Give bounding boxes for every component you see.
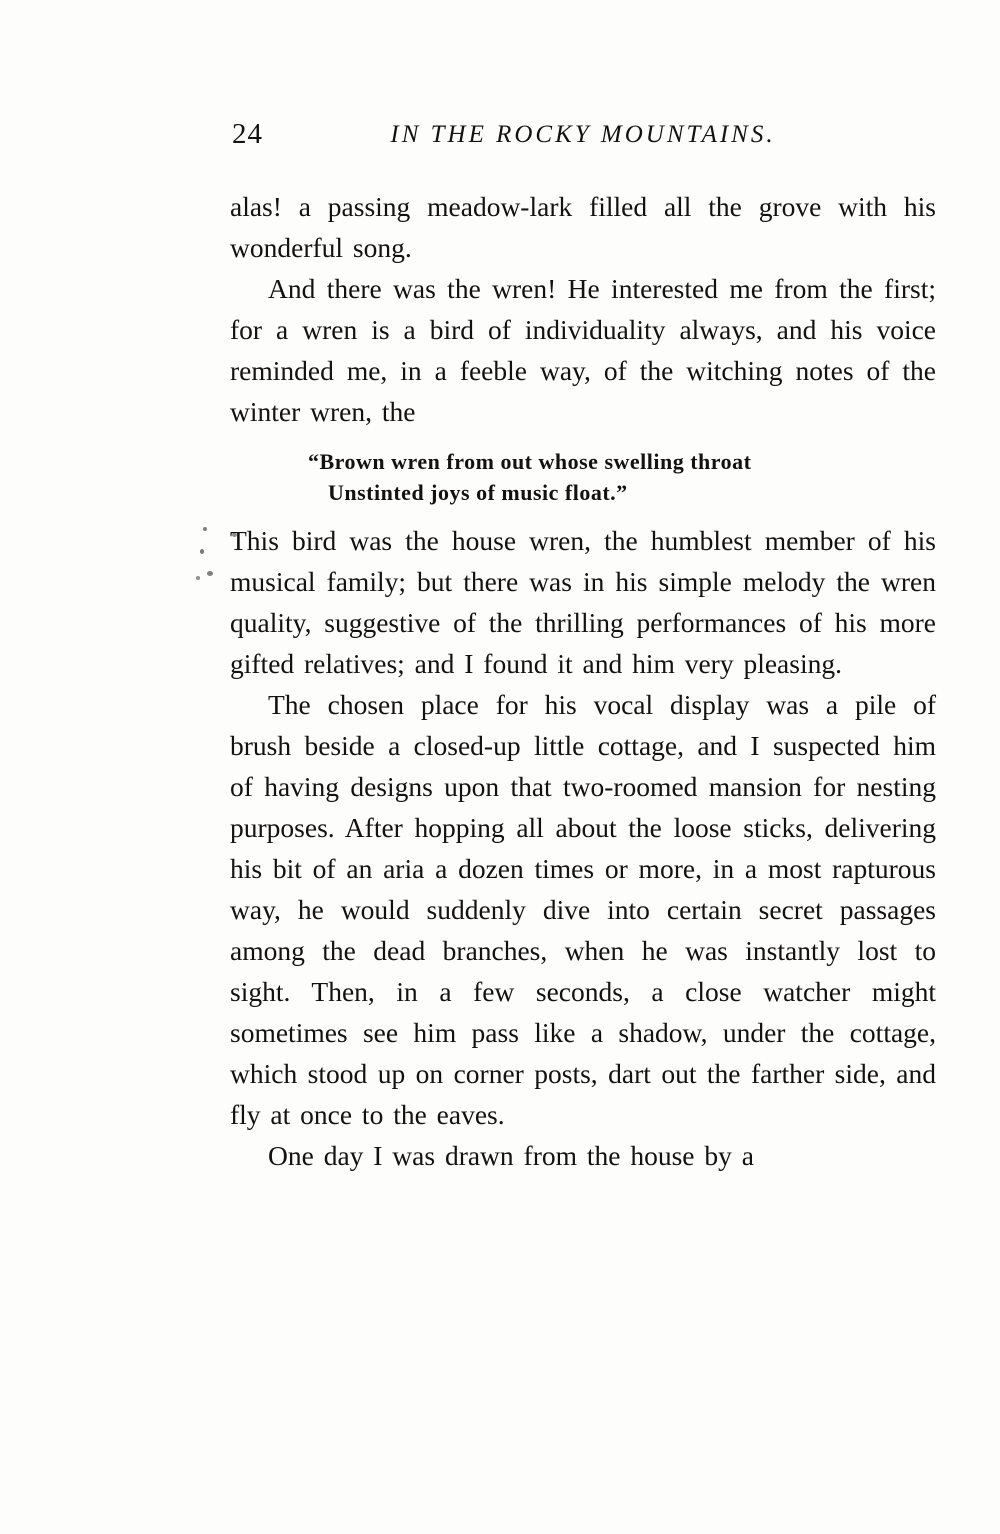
verse-quote-line-2: Unstinted joys of music float.” [328, 480, 628, 505]
ink-speck [200, 549, 204, 554]
running-title: IN THE ROCKY MOUNTAINS. [390, 121, 776, 148]
body-text [230, 186, 936, 1176]
ink-speck [203, 527, 207, 531]
page-number: 24 [232, 118, 263, 150]
paragraph-4: The chosen place for his vocal display was a pile of brush beside a closed-up little cottage, and I suspected him of having designs upon that two-roomed mansion for nesting purposes. After hopping all about the loose sticks, delivering his bit of an aria a dozen times or more, in a most rapturous way, he would suddenly dive into certain secret passages among the dead branches, when he was instantly lost to sight. Then, in a few seconds, a close watcher might sometimes see him pass like a shadow, under the cottage, which stood up on corner posts, dart out the farther side, and fly at once to the eaves. [230, 689, 936, 1130]
ink-speck [196, 576, 200, 580]
page-header [230, 118, 936, 164]
verse-quote [230, 446, 936, 508]
paragraph-1: alas! a passing meadow-lark filled all the grove with his wonderful song. [230, 191, 936, 263]
paragraph-3: This bird was the house wren, the humblest member of his musical family; but there was in his simple melody the wren quality, suggestive of the thrilling performances of his more gifted relatives; and I found it and him very pleasing. [230, 525, 936, 679]
verse-quote-line-1: “Brown wren from out whose swelling throat [308, 449, 752, 474]
ink-speck [207, 571, 213, 576]
paragraph-5: One day I was drawn from the house by a [268, 1140, 754, 1171]
paragraph-2: And there was the wren! He interested me from the first; for a wren is a bird of individuality always, and his voice reminded me, in a feeble way, of the witching notes of the winter wren, the [230, 273, 936, 427]
text-column [230, 118, 936, 1176]
